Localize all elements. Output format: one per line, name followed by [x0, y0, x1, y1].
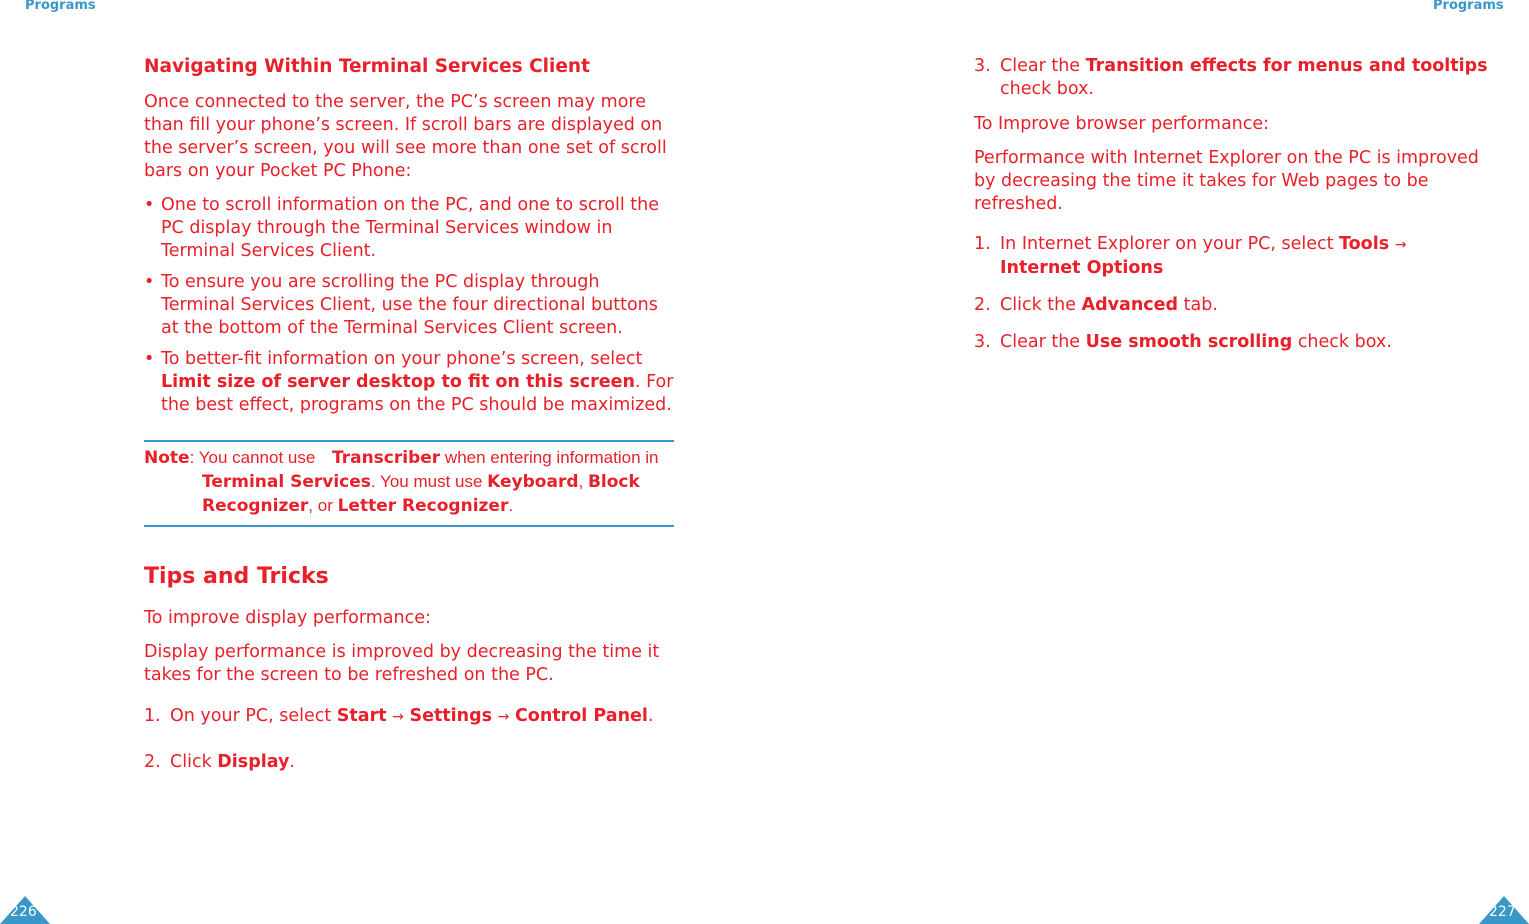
step-emphasis: Transition effects for menus and tooltips	[1085, 56, 1488, 76]
note-emphasis: Keyboard	[487, 472, 579, 492]
bullet-icon: •	[144, 349, 155, 369]
note-emphasis: Letter Recognizer	[337, 496, 509, 516]
step-emphasis: Advanced	[1081, 295, 1179, 315]
note-label: Note	[144, 448, 190, 468]
bullet-text: . For the best effect, programs on the PC should be maximized.	[161, 372, 674, 415]
page-number-right: 227	[1489, 904, 1516, 920]
step-item	[144, 705, 674, 729]
step-number: 3.	[974, 332, 991, 352]
arrow-right-icon: →	[392, 709, 404, 725]
step-item	[974, 233, 1504, 280]
bullet-item	[144, 271, 674, 340]
step-number: 2.	[144, 752, 161, 772]
note-emphasis: Block Recognizer	[202, 472, 640, 516]
bullet-text: One to scroll information on the PC, and one to scroll the PC display through the Terminal Services window in Terminal Services Client.	[161, 195, 659, 261]
bullet-text: To ensure you are scrolling the PC display through Terminal Services Client, use the four directional buttons at the bottom of the Terminal Services Client screen.	[161, 272, 658, 338]
step-text: .	[647, 706, 654, 726]
step-item	[974, 55, 1504, 101]
step-emphasis: Settings	[409, 706, 493, 726]
bullet-emphasis: Limit size of server desktop to fit on this screen	[161, 372, 635, 392]
step-text: check box.	[1292, 332, 1392, 352]
bullet-item	[144, 348, 674, 417]
left-page-content	[144, 55, 674, 788]
note-text: , or	[308, 496, 338, 515]
step-emphasis: Use smooth scrolling	[1085, 332, 1293, 352]
right-running-header: Programs	[1433, 0, 1504, 13]
section-heading: Navigating Within Terminal Services Client	[144, 56, 590, 77]
arrow-right-icon: →	[1394, 237, 1407, 253]
step-text: .	[289, 752, 295, 772]
note-text: when entering information in	[440, 448, 659, 467]
bullet-text: To better-fit information on your phone’s screen, select	[161, 349, 643, 369]
note-emphasis: Transcriber	[332, 448, 441, 468]
step-emphasis: Tools	[1339, 234, 1390, 254]
step-number: 1.	[144, 706, 161, 726]
display-label: To improve display performance:	[144, 608, 431, 628]
step-text: Clear the	[1000, 332, 1086, 352]
arrow-right-icon: →	[497, 709, 510, 725]
note-text: .	[508, 496, 514, 515]
left-running-header: Programs	[25, 0, 96, 13]
step-item	[974, 294, 1504, 317]
page-number-left: 226	[10, 904, 37, 920]
browser-paragraph: Performance with Internet Explorer on the PC is improved by decreasing the time it takes for Web pages to be refreshed.	[974, 148, 1479, 214]
bullet-icon: •	[144, 272, 155, 292]
step-emphasis: Start	[336, 706, 387, 726]
step-text: check box.	[1000, 79, 1094, 99]
step-number: 3.	[974, 56, 991, 76]
step-emphasis: Control Panel	[514, 706, 648, 726]
step-text: On your PC, select	[170, 706, 337, 726]
step-text: In Internet Explorer on your PC, select	[1000, 234, 1340, 254]
display-paragraph: Display performance is improved by decreasing the time it takes for the screen to be refreshed on the PC.	[144, 642, 660, 685]
step-number: 2.	[974, 295, 991, 315]
browser-label: To Improve browser performance:	[974, 114, 1270, 134]
step-text: Click	[170, 752, 218, 772]
step-item	[144, 751, 674, 774]
step-text: tab.	[1178, 295, 1218, 315]
note-box	[144, 440, 674, 527]
note-text: . You must use	[370, 472, 488, 491]
note-emphasis: Terminal Services	[202, 472, 371, 492]
step-emphasis: Internet Options	[1000, 258, 1164, 278]
bullet-icon: •	[144, 195, 155, 215]
note-text: : You cannot use	[189, 448, 316, 467]
step-text: Click the	[1000, 295, 1082, 315]
note-text: ,	[578, 472, 588, 491]
step-number: 1.	[974, 234, 991, 254]
bullet-item	[144, 194, 674, 263]
right-page-content	[974, 55, 1504, 368]
step-item	[974, 331, 1504, 354]
tips-heading: Tips and Tricks	[144, 564, 329, 589]
step-text: Clear the	[1000, 56, 1086, 76]
step-emphasis: Display	[217, 752, 290, 772]
intro-paragraph: Once connected to the server, the PC’s screen may more than fill your phone’s screen. If scroll bars are displayed on the server’s screen, you will see more than one set of scroll bars on your Pocket PC Phone:	[144, 92, 667, 181]
